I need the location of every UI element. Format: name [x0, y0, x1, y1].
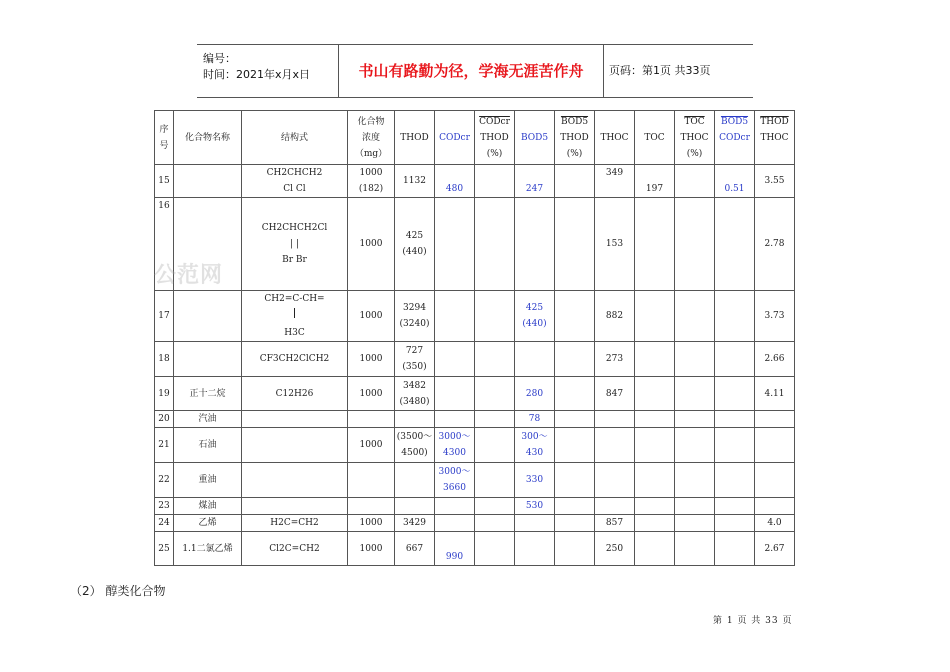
col-bod5-codcr: BOD5 CODcr	[715, 111, 755, 165]
page-indicator: 页码：第1页 共33页	[609, 64, 711, 77]
table-row: 16 CH2CHCH2Cl | | Br Br 1000 425 (440) 153 2.78	[155, 198, 833, 291]
table-row: 15 CH2CHCH2 Cl Cl 1000 (182) 1132 480 247 349 197 0.51 3.55	[155, 165, 833, 198]
col-bod5-thod: BOD5 THOD (%)	[555, 111, 595, 165]
col-name: 化合物名称	[174, 111, 242, 165]
col-codcr: CODcr	[435, 111, 475, 165]
header-info	[203, 51, 310, 83]
col-thoc: THOC	[595, 111, 635, 165]
number-label: 编号：	[203, 52, 236, 65]
table-row: 20 汽油 78	[155, 411, 833, 428]
table-row: 18 CF3CH2ClCH2 1000 727 (350) 273 2.66	[155, 342, 833, 377]
col-toc-thoc: $\overline{TOC}$ THOC (%)	[675, 111, 715, 165]
section-heading: （2） 醇类化合物	[70, 584, 166, 598]
table-row: 25 1.1二氯乙烯 Cl2C=CH2 1000 667 990 250 2.67	[155, 532, 833, 566]
col-thod: THOD	[395, 111, 435, 165]
col-bod5: BOD5	[515, 111, 555, 165]
col-codcr-thod: CODcr THOD (%)	[475, 111, 515, 165]
header-row	[155, 111, 833, 165]
table-row: 21 石油 1000 (3500～ 4500) 3000～ 4300 300～ 430	[155, 428, 833, 463]
table-row: 17 CH2=C-CH= H3C 1000 3294 (3240) 425 (440) 882 3.73	[155, 291, 833, 342]
table-row: 22 重油 3000～ 3660 330	[155, 463, 833, 498]
watermark: 公范网	[154, 263, 224, 288]
table-row: 19 正十二烷 C12H26 1000 3482 (3480) 280 847 4.11	[155, 377, 833, 411]
col-structure: 结构式	[242, 111, 348, 165]
table-row: 24 乙烯 H2C=CH2 1000 3429 857 4.0	[155, 515, 833, 532]
page-header	[197, 44, 753, 98]
compound-table	[154, 110, 833, 566]
col-toc: TOC	[635, 111, 675, 165]
page-footer: 第 1 页 共 33 页	[713, 616, 793, 626]
col-conc: 化合物 浓度 （mg）	[348, 111, 395, 165]
time-label: 时间：2021年x月x日	[203, 68, 311, 81]
header-motto: 书山有路勤为径，学海无涯苦作舟	[358, 62, 584, 80]
col-seq: 序号	[155, 111, 174, 165]
table-row: 23 煤油 530	[155, 498, 833, 515]
col-thod-thoc: THOD THOC	[755, 111, 795, 165]
